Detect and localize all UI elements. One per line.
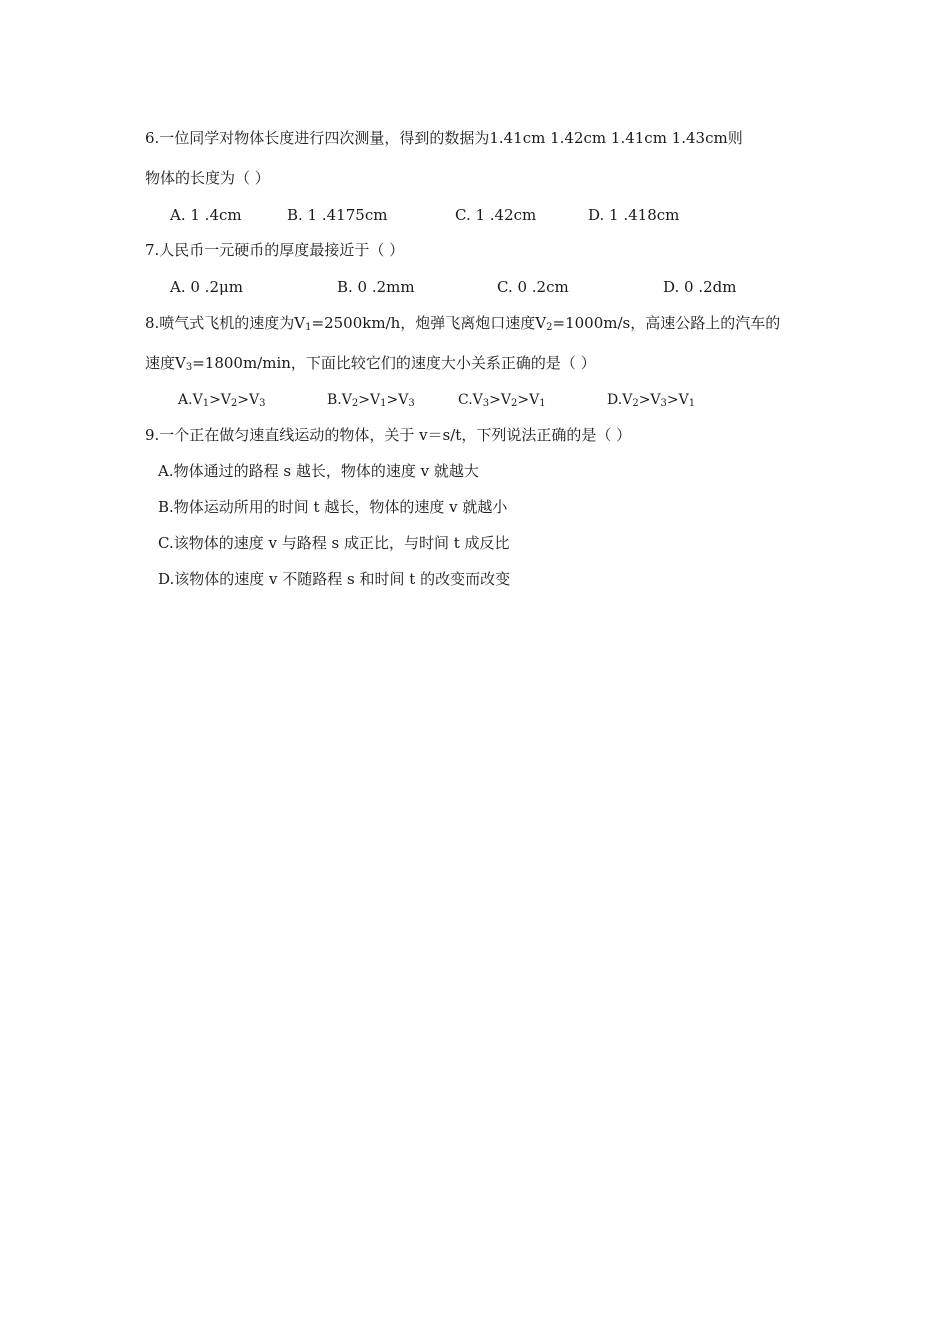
option-text: V bbox=[622, 392, 633, 408]
option-prefix: A. bbox=[178, 392, 193, 408]
q9-stem: 9.一个正在做匀速直线运动的物体，关于 v＝s/t，下列说法正确的是（ ） bbox=[145, 426, 632, 444]
option-text: V bbox=[192, 392, 203, 408]
q8-text: =1800m/min，下面比较它们的速度大小关系正确的是（ ） bbox=[192, 354, 596, 372]
option-prefix: C. bbox=[458, 392, 473, 408]
option-prefix: D. bbox=[607, 392, 623, 408]
q8-option-c bbox=[458, 390, 546, 414]
option-text: V bbox=[472, 392, 483, 408]
subscript: 3 bbox=[408, 398, 415, 409]
q8-stem-line1 bbox=[145, 313, 780, 338]
option-text: >V bbox=[386, 392, 409, 408]
option-text: >V bbox=[638, 392, 661, 408]
q6-option-d: D. 1 .418cm bbox=[588, 206, 680, 224]
q9-option-d: D.该物体的速度 v 不随路程 s 和时间 t 的改变而改变 bbox=[158, 570, 511, 588]
option-text: >V bbox=[489, 392, 512, 408]
q9-option-b: B.物体运动所用的时间 t 越长，物体的速度 v 就越小 bbox=[158, 498, 508, 516]
option-text: >V bbox=[666, 392, 689, 408]
q9-option-c: C.该物体的速度 v 与路程 s 成正比，与时间 t 成反比 bbox=[158, 534, 510, 552]
option-text: >V bbox=[517, 392, 540, 408]
subscript: 3 bbox=[482, 398, 490, 409]
q6-stem-line2: 物体的长度为（ ） bbox=[145, 169, 270, 187]
q8-option-a bbox=[178, 390, 266, 414]
option-prefix: B. bbox=[327, 392, 342, 408]
subscript: 3 bbox=[660, 398, 667, 409]
subscript: 1 bbox=[688, 398, 696, 409]
q6-stem-line1: 6.一位同学对物体长度进行四次测量，得到的数据为1.41cm 1.42cm 1.41cm 1.43cm则 bbox=[145, 129, 743, 147]
option-text: >V bbox=[209, 392, 231, 408]
subscript: 2 bbox=[632, 398, 639, 409]
q7-option-c: C. 0 .2cm bbox=[497, 278, 569, 296]
subscript: 2 bbox=[546, 322, 553, 333]
option-text: V bbox=[341, 392, 352, 408]
q8-text: =1000m/s，高速公路上的汽车的 bbox=[552, 314, 781, 332]
q6-option-c: C. 1 .42cm bbox=[455, 206, 537, 224]
q6-option-a: A. 1 .4cm bbox=[170, 206, 242, 224]
subscript: 1 bbox=[539, 398, 546, 409]
q7-stem: 7.人民币一元硬币的厚度最接近于（ ） bbox=[145, 241, 405, 259]
q8-text: 速度V bbox=[145, 354, 186, 372]
q7-option-d: D. 0 .2dm bbox=[663, 278, 737, 296]
option-text: >V bbox=[358, 392, 381, 408]
q8-text: =2500km/h，炮弹飞离炮口速度V bbox=[311, 314, 547, 332]
subscript: 1 bbox=[380, 398, 387, 409]
subscript: 3 bbox=[185, 362, 193, 373]
option-text: >V bbox=[237, 392, 260, 408]
q8-text: 8.喷气式飞机的速度为V bbox=[145, 314, 306, 332]
subscript: 2 bbox=[230, 398, 238, 409]
q7-option-b: B. 0 .2mm bbox=[337, 278, 415, 296]
subscript: 1 bbox=[202, 398, 210, 409]
q7-option-a: A. 0 .2μm bbox=[170, 278, 243, 296]
q6-option-b: B. 1 .4175cm bbox=[287, 206, 388, 224]
subscript: 3 bbox=[259, 398, 266, 409]
q9-option-a: A.物体通过的路程 s 越长，物体的速度 v 就越大 bbox=[158, 462, 479, 480]
subscript: 2 bbox=[511, 398, 518, 409]
q8-option-d bbox=[607, 390, 695, 414]
q8-option-b bbox=[327, 390, 415, 414]
q8-stem-line2 bbox=[145, 353, 596, 378]
subscript: 1 bbox=[305, 322, 312, 333]
subscript: 2 bbox=[351, 398, 359, 409]
